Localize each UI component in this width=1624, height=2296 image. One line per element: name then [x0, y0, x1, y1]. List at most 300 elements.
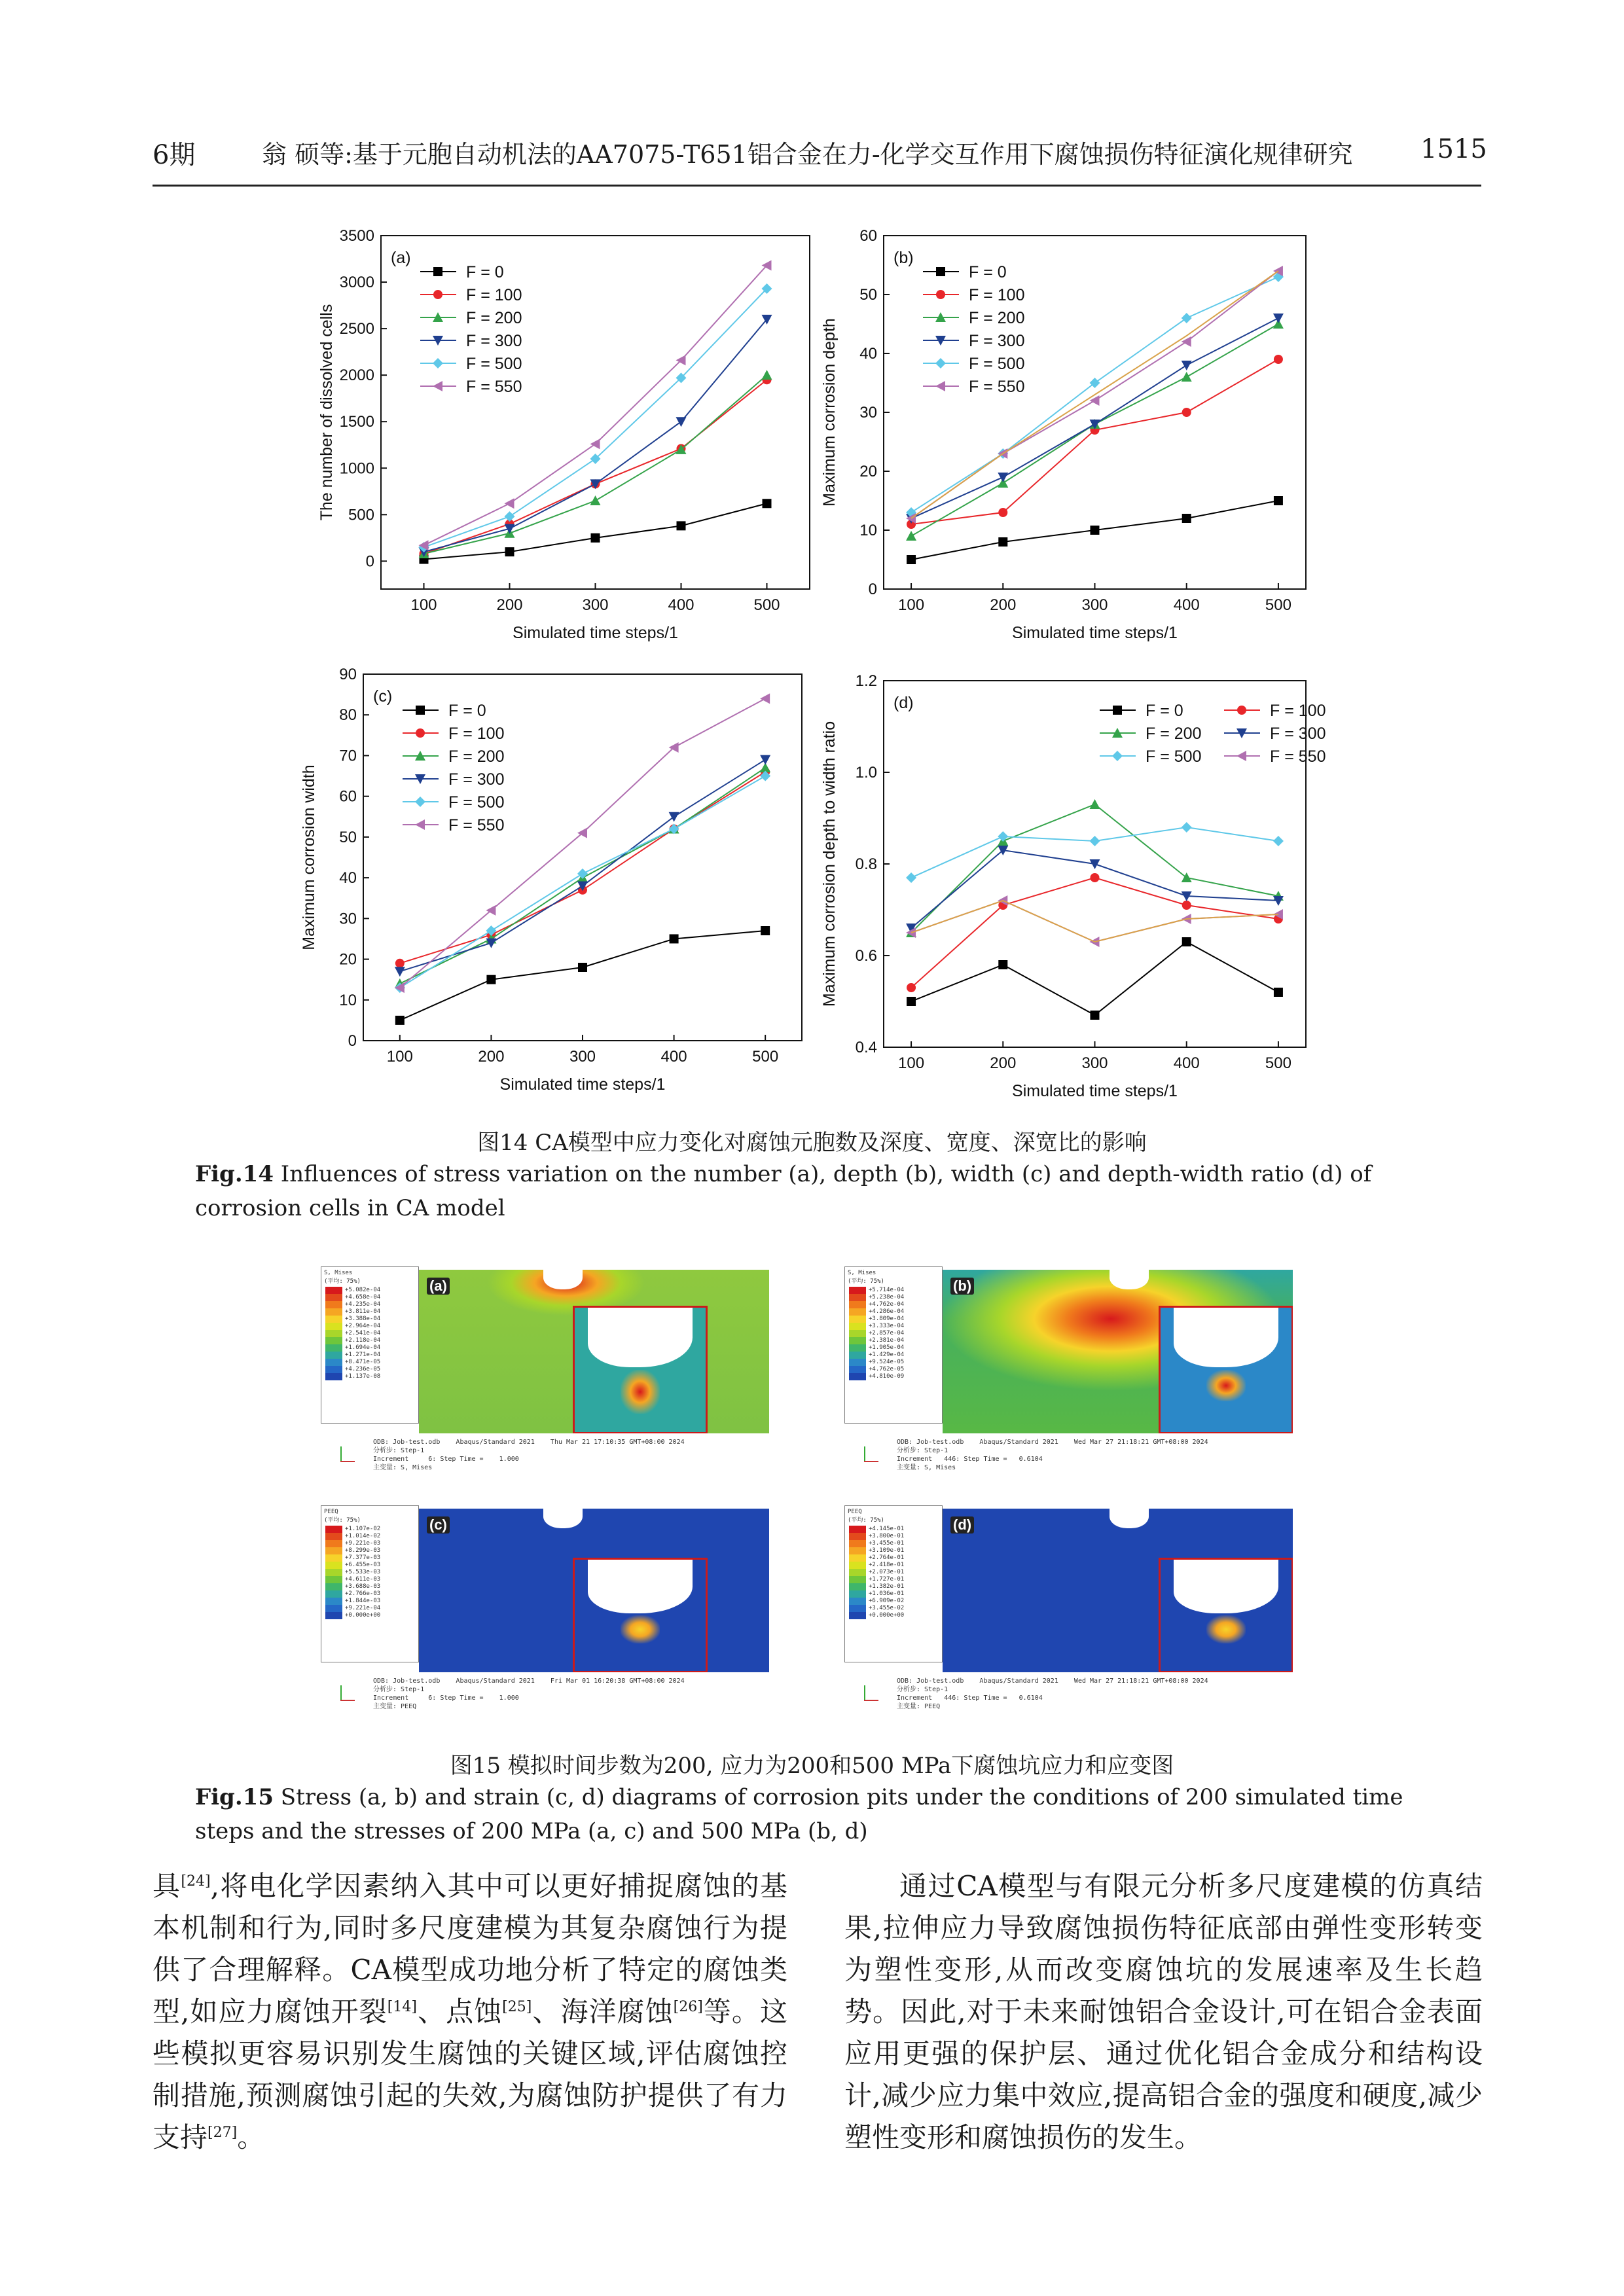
legend-color-step [849, 1598, 866, 1605]
y-tick-label: 1.0 [855, 764, 877, 781]
y-tick-label: 40 [859, 345, 877, 363]
legend-label: F = 550 [466, 378, 522, 396]
issue-number: 6期 [153, 140, 196, 170]
corrosion-pit [543, 1270, 583, 1289]
legend-marker [1113, 706, 1122, 715]
x-tick-label: 100 [898, 1054, 925, 1072]
legend-colorbar [325, 1287, 342, 1380]
legend-color-step [849, 1301, 866, 1308]
legend-values [345, 1526, 380, 1619]
data-point [998, 508, 1007, 517]
citation-ref: [27] [208, 2125, 238, 2141]
legend-label: F = 500 [448, 793, 505, 812]
x-tick-label: 400 [1173, 596, 1200, 614]
legend-color-step [325, 1540, 342, 1547]
x-tick-label: 300 [1081, 1054, 1108, 1072]
legend-colorbar [325, 1526, 342, 1619]
x-tick-label: 200 [990, 596, 1017, 614]
legend-values [869, 1526, 904, 1619]
legend-value: +1.727e-01 [869, 1576, 905, 1583]
legend-value: +3.809e-04 [869, 1316, 905, 1322]
legend-value: +3.800e-01 [869, 1533, 905, 1539]
panel-label: (d) [893, 694, 914, 712]
body-text-run: ,将电化学因素纳入其中可以更好捕捉腐蚀的基本机制和行为,同时多尺度建模为其复杂腐蚀行为提供了合理解释。CA模型成功地分析了特定的腐蚀类型,如应力腐蚀开裂 [153, 1870, 787, 2028]
data-point [395, 1016, 405, 1025]
legend-value: +0.000e+00 [869, 1612, 905, 1619]
legend-value: +3.388e-04 [345, 1316, 381, 1322]
citation-ref: [25] [502, 1999, 532, 2015]
legend-color-step [325, 1576, 342, 1583]
series-line-2 [424, 375, 767, 554]
legend-color-step [849, 1344, 866, 1352]
legend-label: F = 550 [969, 378, 1025, 396]
axis-triad-y [864, 1446, 865, 1461]
legend-marker [1112, 751, 1123, 761]
legend-color-step [849, 1323, 866, 1330]
legend-value: +5.238e-04 [869, 1294, 905, 1300]
y-axis-label: Maximum corrosion depth to width ratio [820, 721, 839, 1007]
data-point [590, 495, 601, 505]
y-tick-label: 40 [339, 869, 357, 888]
body-text-run: 、海洋腐蚀 [532, 1996, 674, 2028]
legend-value: +3.455e-02 [869, 1605, 905, 1611]
legend-color-step [325, 1562, 342, 1569]
series-line-1 [911, 878, 1278, 988]
legend-color-step [849, 1569, 866, 1576]
y-tick-label: 70 [339, 747, 357, 765]
data-point [1273, 836, 1284, 846]
data-point [669, 812, 679, 822]
legend-color-step [849, 1330, 866, 1337]
data-point [907, 983, 916, 992]
legend-color-step [325, 1612, 342, 1619]
legend-value: +3.109e-01 [869, 1547, 905, 1554]
data-point [1091, 526, 1100, 535]
panel-label: (b) [893, 249, 914, 267]
data-point [505, 511, 515, 522]
data-point [486, 975, 496, 984]
figure-14-charts [288, 216, 1335, 1119]
fea-panel-c [321, 1505, 792, 1741]
legend-colorbar [849, 1287, 866, 1380]
corrosion-pit [1110, 1270, 1149, 1289]
panel-label: (d) [950, 1516, 974, 1534]
axis-triad-y [864, 1685, 865, 1700]
y-tick-label: 90 [339, 666, 357, 683]
legend-marker [936, 267, 945, 276]
citation-ref: [24] [181, 1873, 211, 1890]
legend-color-step [849, 1562, 866, 1569]
y-tick-label: 10 [859, 522, 877, 539]
y-tick-label: 50 [859, 286, 877, 304]
data-point [591, 533, 600, 543]
inset-hotspot [621, 1615, 660, 1643]
inset-pit-shape [588, 1308, 693, 1367]
legend-color-step [849, 1294, 866, 1301]
series-line-6 [911, 271, 1278, 518]
legend-color-step [849, 1612, 866, 1619]
legend-value: +4.762e-04 [869, 1301, 905, 1308]
x-tick-label: 100 [410, 596, 437, 614]
y-tick-label: 50 [339, 828, 357, 846]
panel-label: (c) [373, 687, 393, 706]
data-point [505, 498, 514, 509]
data-point [578, 963, 587, 972]
legend-marker [433, 290, 442, 299]
x-tick-label: 500 [753, 596, 780, 614]
legend-label: F = 0 [466, 263, 504, 281]
y-tick-label: 0 [365, 552, 374, 571]
inset-pit-shape [1174, 1308, 1278, 1367]
legend-value: +4.145e-01 [869, 1526, 905, 1532]
legend-color-step [325, 1554, 342, 1562]
axis-triad-y [340, 1685, 342, 1700]
y-tick-label: 3000 [339, 274, 374, 292]
legend-label: F = 100 [969, 286, 1025, 304]
body-right-column: 通过CA模型与有限元分析多尺度建模的仿真结果,拉伸应力导致腐蚀损伤特征底部由弹性变形转变为塑性变形,从而改变腐蚀坑的发展速率及生长趋势。因此,对于未来耐蚀铝合金设计,可在铝合金表面应用更强的保护层、通过优化铝合金成分和结构设计,减少应力集中效应,提高铝合金的强度和硬度,减少塑性变形和腐蚀损伤的发生。 [844, 1870, 1483, 2153]
data-point [761, 926, 770, 935]
legend-marker [415, 819, 425, 830]
legend-value: +7.377e-03 [345, 1554, 381, 1561]
legend-subtitle: (平均: 75%) [324, 1278, 361, 1285]
legend-label: F = 200 [466, 309, 522, 327]
x-tick-label: 300 [582, 596, 609, 614]
legend-color-step [325, 1366, 342, 1373]
y-tick-label: 3500 [339, 227, 374, 245]
legend-value: +1.271e-04 [345, 1352, 381, 1358]
axis-triad-y [340, 1446, 342, 1461]
chart-c [300, 666, 802, 1094]
legend-subtitle: (平均: 75%) [848, 1278, 884, 1285]
legend-color-step [325, 1359, 342, 1366]
legend-color-step [849, 1373, 866, 1380]
x-tick-label: 100 [898, 596, 925, 614]
legend-title: PEEQ [848, 1509, 862, 1515]
legend-marker [935, 358, 946, 368]
inset-zoom [573, 1558, 708, 1672]
legend-marker [1237, 706, 1246, 715]
fea-contour-field [419, 1270, 769, 1433]
figure-14 [288, 216, 1335, 1119]
legend-color-step [325, 1547, 342, 1554]
legend-color-step [325, 1316, 342, 1323]
fig14-caption-zh: 图14 CA模型中应力变化对腐蚀元胞数及深度、宽度、深宽比的影响 [477, 1130, 1147, 1156]
legend-value: +3.455e-01 [869, 1540, 905, 1547]
inset-pit-shape [588, 1560, 693, 1613]
legend-marker [433, 267, 442, 276]
x-tick-label: 400 [660, 1048, 687, 1066]
y-axis-label: Maximum corrosion width [300, 764, 318, 950]
legend-value: +1.014e-02 [345, 1533, 381, 1539]
x-tick-label: 400 [668, 596, 695, 614]
data-point [1274, 988, 1283, 997]
legend-color-step [849, 1554, 866, 1562]
data-point [1182, 514, 1191, 523]
legend-color-step [849, 1526, 866, 1533]
y-tick-label: 1500 [339, 413, 374, 431]
legend-value: +2.857e-04 [869, 1330, 905, 1336]
data-point [1182, 313, 1192, 323]
legend-value: +8.299e-03 [345, 1547, 381, 1554]
series-line-0 [400, 931, 765, 1020]
panel-label: (c) [427, 1516, 450, 1534]
y-tick-label: 0 [348, 1032, 357, 1050]
fig15-caption-en [195, 1780, 1439, 1848]
legend-color-step [849, 1337, 866, 1344]
legend-value: +0.000e+00 [345, 1612, 381, 1619]
legend-value: +9.524e-05 [869, 1359, 905, 1365]
x-tick-label: 400 [1173, 1054, 1200, 1072]
legend-value: +1.107e-02 [345, 1526, 381, 1532]
data-point [907, 555, 916, 564]
fig15-caption-en-label: Fig.15 [195, 1784, 274, 1810]
legend-marker [416, 706, 425, 715]
legend-color-step [849, 1576, 866, 1583]
legend-color-step [325, 1287, 342, 1294]
fea-contour-field [419, 1509, 769, 1672]
data-point [677, 521, 686, 530]
legend-marker [416, 728, 425, 738]
y-tick-label: 1000 [339, 459, 374, 478]
data-point [676, 417, 687, 427]
legend-value: +1.382e-01 [869, 1583, 905, 1590]
legend-value: +2.073e-01 [869, 1569, 905, 1575]
data-point [1182, 901, 1191, 910]
chart-d [820, 672, 1326, 1100]
legend-color-step [325, 1352, 342, 1359]
body-text-run: 具 [153, 1870, 181, 1902]
legend-color-step [849, 1287, 866, 1294]
data-point [395, 959, 405, 968]
data-point [1090, 378, 1100, 388]
data-point [1182, 372, 1192, 382]
data-point [1182, 822, 1192, 833]
legend-subtitle: (平均: 75%) [324, 1517, 361, 1524]
panel-label: (a) [391, 249, 411, 267]
legend-label: F = 500 [466, 355, 522, 373]
legend-color-step [325, 1598, 342, 1605]
plot-frame [884, 236, 1306, 589]
body-text-run: 等。这些模拟更容易识别发生腐蚀的关键区域,评估腐蚀控制措施,预测腐蚀引起的失效,为腐蚀防护提供了有力支持 [153, 1996, 787, 2153]
body-left-column [153, 1865, 787, 2159]
fea-panel-b [844, 1266, 1316, 1502]
x-axis-label: Simulated time steps/1 [1012, 1082, 1178, 1100]
legend-marker [935, 381, 945, 391]
series-line-6 [911, 901, 1278, 942]
legend-marker [415, 797, 425, 807]
legend-value: +4.286e-04 [869, 1308, 905, 1315]
legend-color-step [325, 1605, 342, 1612]
y-tick-label: 20 [339, 950, 357, 969]
data-point [577, 869, 588, 879]
x-axis-label: Simulated time steps/1 [1012, 624, 1178, 642]
data-point [762, 370, 772, 380]
legend-color-step [849, 1605, 866, 1612]
data-point [395, 967, 405, 977]
legend-value: +8.471e-05 [345, 1359, 381, 1365]
fig14-caption-en-text: Influences of stress variation on the number (a), depth (b), width (c) and depth-width ratio (d) of corrosion cells in CA model [195, 1161, 1372, 1221]
legend-color-step [849, 1590, 866, 1598]
panel-label: (b) [950, 1278, 974, 1295]
legend-value: +3.333e-04 [869, 1323, 905, 1329]
legend-label: F = 0 [448, 702, 486, 720]
legend-value: +2.418e-01 [869, 1562, 905, 1568]
legend-label: F = 100 [466, 286, 522, 304]
y-axis-label: The number of dissolved cells [317, 304, 336, 521]
data-point [1273, 314, 1284, 323]
data-point [1274, 496, 1283, 505]
x-tick-label: 100 [386, 1048, 413, 1066]
data-point [760, 693, 770, 704]
data-point [998, 537, 1007, 547]
data-point [906, 531, 916, 541]
inset-hotspot [621, 1370, 660, 1414]
legend-label: F = 550 [1270, 747, 1326, 766]
legend-color-step [325, 1590, 342, 1598]
legend-label: F = 550 [448, 816, 505, 834]
data-point [1090, 859, 1100, 869]
y-tick-label: 0.4 [855, 1039, 877, 1056]
fea-legend [844, 1266, 943, 1424]
y-tick-label: 10 [339, 991, 357, 1009]
legend-value: +9.221e-04 [345, 1605, 381, 1611]
legend-label: F = 300 [466, 332, 522, 350]
y-tick-label: 30 [859, 404, 877, 422]
legend-color-step [325, 1294, 342, 1301]
corrosion-pit [1110, 1509, 1149, 1528]
legend-label: F = 300 [448, 770, 505, 789]
legend-color-step [849, 1540, 866, 1547]
y-tick-label: 20 [859, 463, 877, 480]
legend-title: S, Mises [848, 1270, 876, 1276]
series-line-3 [911, 318, 1278, 518]
fig15-caption-en-text: Stress (a, b) and strain (c, d) diagrams of corrosion pits under the conditions of 200 simulated time steps and the stresses of 200 MPa (a, c) and 500 MPa (b, d) [195, 1784, 1403, 1844]
legend-value: +1.137e-08 [345, 1373, 381, 1380]
odb-info: ODB: Job-test.odb Abaqus/Standard 2021 Fri Mar 01 16:20:38 GMT+08:00 2024 分析步: Step-1 Increment 6: Step Time = 1.000 主变量: PEEQ [373, 1677, 685, 1710]
inset-zoom [573, 1306, 708, 1433]
y-tick-label: 2000 [339, 367, 374, 385]
legend-value: +4.658e-04 [345, 1294, 381, 1300]
body-text-run: 。 [237, 2121, 265, 2153]
legend-color-step [849, 1583, 866, 1590]
legend-value: +2.381e-04 [869, 1337, 905, 1344]
x-tick-label: 200 [990, 1054, 1017, 1072]
legend-label: F = 500 [969, 355, 1025, 373]
series-line-3 [400, 760, 765, 972]
y-tick-label: 60 [339, 787, 357, 806]
legend-value: +2.541e-04 [345, 1330, 381, 1336]
legend-value: +1.905e-04 [869, 1344, 905, 1351]
data-point [590, 439, 600, 449]
fig14-caption-en [195, 1157, 1439, 1225]
legend-title: S, Mises [324, 1270, 353, 1276]
x-axis-label: Simulated time steps/1 [513, 624, 678, 642]
y-tick-label: 2500 [339, 320, 374, 338]
legend-label: F = 200 [448, 747, 505, 766]
legend-label: F = 0 [1146, 702, 1183, 720]
data-point [906, 872, 916, 883]
y-axis-label: Maximum corrosion depth [820, 318, 839, 507]
odb-info: ODB: Job-test.odb Abaqus/Standard 2021 Thu Mar 21 17:10:35 GMT+08:00 2024 分析步: Step-1 Increment 6: Step Time = 1.000 主变量: S, Mises [373, 1439, 685, 1471]
legend-color-step [849, 1316, 866, 1323]
data-point [1182, 361, 1192, 370]
legend-value: +2.764e-01 [869, 1554, 905, 1561]
series-line-0 [911, 942, 1278, 1015]
fea-legend [844, 1505, 943, 1662]
data-point [1091, 1011, 1100, 1020]
fea-legend [321, 1505, 419, 1662]
fea-legend [321, 1266, 419, 1424]
header-rule [153, 185, 1481, 187]
legend-color-step [325, 1569, 342, 1576]
chart-b [820, 227, 1306, 642]
legend-value: +1.036e-01 [869, 1590, 905, 1597]
legend-value: +2.964e-04 [345, 1323, 381, 1329]
x-tick-label: 500 [1265, 596, 1291, 614]
page-number: 1515 [1420, 134, 1487, 164]
legend-color-step [325, 1330, 342, 1337]
legend-value: +5.533e-03 [345, 1569, 381, 1575]
legend-value: +6.909e-02 [869, 1598, 905, 1604]
fea-contour-field [943, 1509, 1293, 1672]
legend-marker [433, 381, 442, 391]
legend-color-step [849, 1352, 866, 1359]
inset-hotspot [1206, 1370, 1246, 1401]
data-point [760, 755, 770, 765]
y-tick-label: 0.6 [855, 947, 877, 965]
x-tick-label: 500 [752, 1048, 779, 1066]
legend-values [869, 1287, 904, 1380]
legend-marker [936, 290, 945, 299]
legend-label: F = 300 [969, 332, 1025, 350]
x-tick-label: 500 [1265, 1054, 1291, 1072]
running-title: 翁 硕等:基于元胞自动机法的AA7075-T651铝合金在力-化学交互作用下腐蚀损伤特征演化规律研究 [262, 140, 1353, 169]
legend-value: +4.611e-03 [345, 1576, 381, 1583]
citation-ref: [14] [387, 1999, 417, 2015]
legend-value: +4.235e-04 [345, 1301, 381, 1308]
legend-values [345, 1287, 380, 1380]
legend-value: +4.236e-05 [345, 1366, 381, 1372]
data-point [670, 934, 679, 943]
x-tick-label: 300 [1081, 596, 1108, 614]
data-point [1274, 355, 1283, 364]
y-tick-label: 60 [859, 227, 877, 245]
legend-label: F = 300 [1270, 725, 1326, 743]
legend-color-step [325, 1308, 342, 1316]
legend-color-step [325, 1301, 342, 1308]
fea-panel-a [321, 1266, 792, 1502]
x-axis-label: Simulated time steps/1 [499, 1075, 666, 1094]
legend-value: +5.082e-04 [345, 1287, 381, 1293]
legend-color-step [325, 1526, 342, 1533]
series-line-5 [911, 901, 1278, 942]
inset-hotspot [1206, 1615, 1246, 1643]
axis-triad-x [340, 1700, 355, 1701]
inset-zoom [1159, 1306, 1293, 1433]
corrosion-pit [543, 1509, 583, 1528]
legend-value: +3.811e-04 [345, 1308, 381, 1315]
y-tick-label: 30 [339, 910, 357, 928]
axis-triad-x [340, 1461, 355, 1462]
data-point [1182, 937, 1191, 946]
series-line-0 [424, 503, 767, 559]
legend-label: F = 200 [969, 309, 1025, 327]
legend-color-step [849, 1359, 866, 1366]
legend-value: +2.766e-03 [345, 1590, 381, 1597]
y-tick-label: 0.8 [855, 855, 877, 873]
fea-panel-d [844, 1505, 1316, 1741]
inset-zoom [1159, 1558, 1293, 1672]
